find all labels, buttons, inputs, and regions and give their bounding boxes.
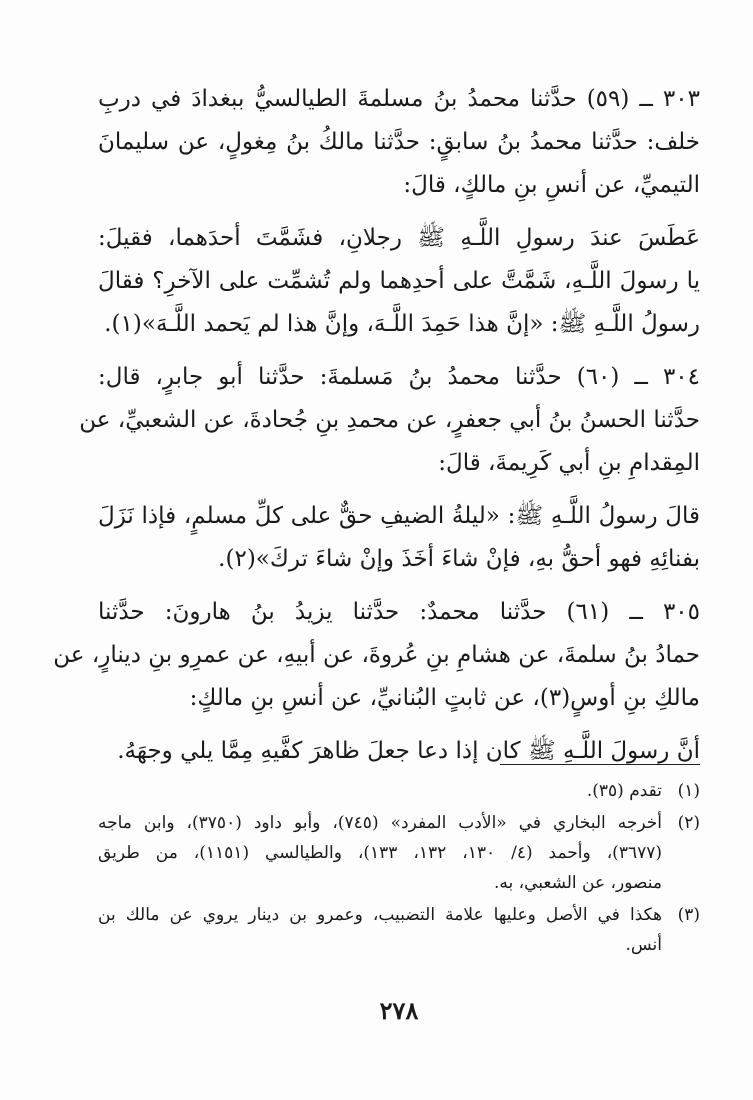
- footnote: [98, 776, 700, 806]
- hadith-303-matn: [98, 217, 700, 346]
- text-line: تقدم (٣٥).: [586, 781, 662, 801]
- text-line: التيميِّ، عن أنسِ بنِ مالكٍ، قالَ:: [403, 172, 700, 198]
- hadith-304-matn: [98, 495, 700, 581]
- book-page: [53, 78, 700, 1058]
- text-line: خلف: حدَّثنا محمدُ بنُ سابقٍ: حدَّثنا مالكُ بنُ مِغولٍ، عن سليمانَ: [98, 129, 700, 155]
- footnote-separator: [500, 764, 700, 765]
- footnotes: [98, 776, 700, 962]
- text-line: ٣٠٤ ــ (٦٠) حدَّثنا محمدُ بنُ مَسلمةَ: حدَّثنا أبو جابرٍ، قال:: [98, 364, 700, 390]
- footnote-text: [98, 900, 662, 960]
- text-line: عَطَسَ عندَ رسولِ اللَّـهِ ﷺ رجلانِ، فشَمَّتَ أحدَهما، فقيلَ:: [98, 225, 700, 251]
- text-line: أخرجه البخاري في «الأدب المفرد» (٧٤٥)، وأبو داود (٣٧٥٠)، وابن ماجه: [98, 813, 662, 833]
- text-line: ٣٠٣ ــ (٥٩) حدَّثنا محمدُ بنُ مسلمةَ الطيالسيُّ ببغدادَ في دربِ: [98, 86, 700, 112]
- text-line: مالكِ بنِ أوسٍ(٣)، عن ثابتٍ البُنانيِّ، عن أنسِ بنِ مالكٍ:: [189, 685, 700, 711]
- footnote: [98, 808, 700, 898]
- footnote-text: [98, 776, 662, 806]
- text-line: حمادُ بنُ سلمةَ، عن هشامِ بنِ عُروةَ، عن أبيهِ، عن عمرِو بنِ دينارٍ، عن: [53, 642, 700, 668]
- text-line: رسولُ اللَّـهِ ﷺ: «إنَّ هذا حَمِدَ اللَّـهَ، وإنَّ هذا لم يَحمد اللَّـهَ»(١).: [104, 311, 700, 337]
- text-line: منصور، عن الشعبي، به.: [493, 873, 662, 893]
- text-line: بفنائِهِ فهو أحقُّ بهِ، فإنْ شاءَ أخَذَ وإنْ شاءَ تركَ»(٢).: [218, 546, 700, 572]
- text-line: هكذا في الأصل وعليها علامة التضبيب، وعمرو بن دينار يروي عن مالك بن: [98, 905, 662, 925]
- footnote-number: (١): [677, 781, 700, 801]
- text-line: (٣٦٧٧)، وأحمد (٤/ ١٣٠، ١٣٢، ١٣٣)، والطيالسي (١١٥١)، من طريق: [98, 843, 662, 863]
- footnote: [98, 900, 700, 960]
- footnote-number: (٢): [677, 813, 700, 833]
- hadith-305-isnad: [53, 591, 700, 720]
- hadith-305-matn: [98, 730, 700, 773]
- text-line: أنس.: [625, 935, 662, 955]
- text-line: أنَّ رسولَ اللَّـهِ ﷺ كان إذا دعا جعلَ ظاهرَ كفَّيهِ مِمَّا يلي وجهَهُ.: [117, 738, 700, 764]
- text-line: ٣٠٥ ــ (٦١) حدَّثنا محمدٌ: حدَّثنا يزيدُ بنُ هارونَ: حدَّثنا: [98, 599, 700, 625]
- footnote-number: (٣): [677, 905, 700, 925]
- footnote-text: [98, 808, 662, 898]
- text-line: حدَّثنا الحسنُ بنُ أبي جعفرٍ، عن محمدِ بنِ جُحادةَ، عن الشعبيِّ، عن: [79, 407, 700, 433]
- text-line: المِقدامِ بنِ أبي كَرِيمةَ، قالَ:: [438, 450, 700, 476]
- page-number: ٢٧٨: [379, 996, 419, 1025]
- text-line: يا رسولَ اللَّـهِ، شَمَّتَّ على أحدِهما ولم تُشمِّت على الآخرِ؟ فقالَ: [98, 268, 700, 294]
- text-line: قالَ رسولُ اللَّـهِ ﷺ: «ليلةُ الضيفِ حقٌّ على كلِّ مسلمٍ، فإذا نَزَلَ: [98, 503, 700, 529]
- hadith-304-isnad: [79, 356, 700, 485]
- hadith-303-isnad: [98, 78, 700, 207]
